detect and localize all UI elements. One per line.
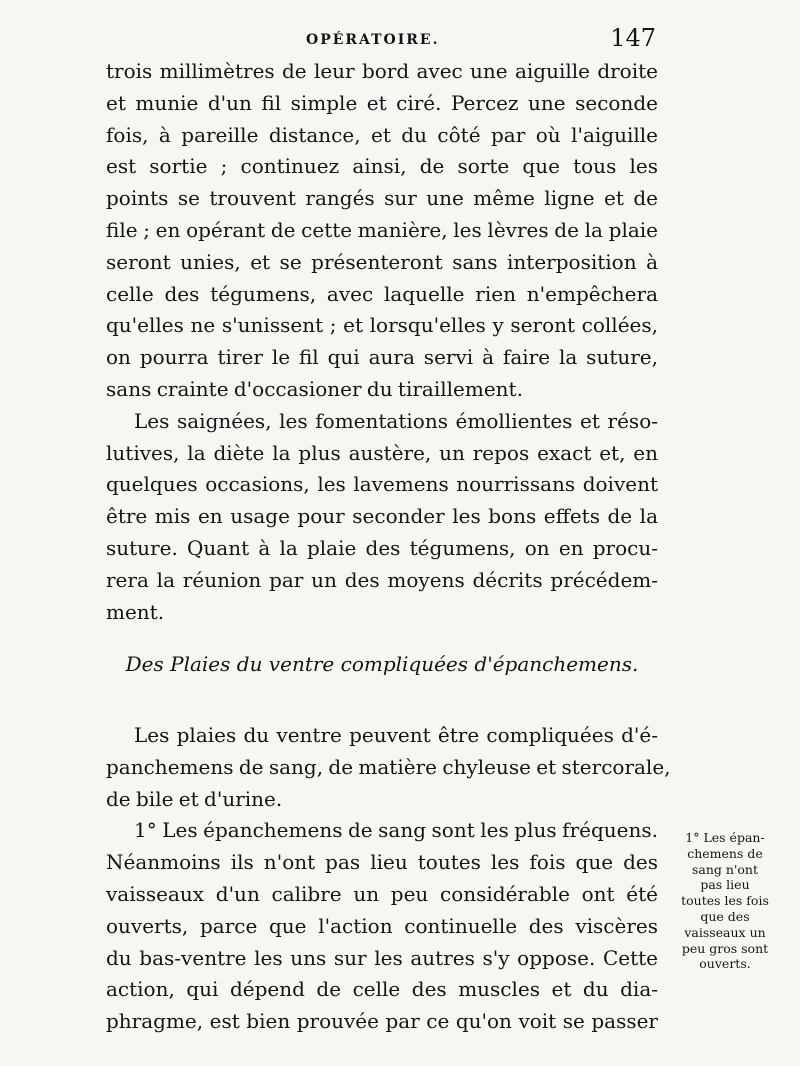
text-line: action, qui dépend de celle des muscles et du dia-	[106, 977, 658, 1002]
running-head: OPÉRATOIRE.	[306, 32, 440, 48]
body-text-upper	[106, 56, 658, 628]
text-line: rera la réunion par un des moyens décrits précédem-	[106, 567, 658, 592]
body-text-lower	[106, 720, 671, 1038]
marginal-line: chemens de	[687, 845, 763, 861]
text-line: du bas-ventre les uns sur les autres s'y oppose. Cette	[106, 945, 658, 970]
paragraph-4	[106, 815, 658, 1038]
text-line: qu'elles ne s'unissent ; et lorsqu'elles y seront collées,	[106, 313, 658, 338]
text-line: celle des tégumens, avec laquelle rien n'empêchera	[106, 281, 658, 306]
page-header	[106, 24, 656, 56]
paragraph-2	[106, 406, 658, 629]
text-line: lutives, la diète la plus austère, un repos exact et, en	[106, 440, 658, 465]
marginal-line: ouverts.	[699, 956, 751, 972]
text-line: Néanmoins ils n'ont pas lieu toutes les fois que des	[106, 850, 658, 875]
text-line: file ; en opérant de cette manière, les lèvres de la plaie	[106, 217, 658, 242]
text-line: Les plaies du ventre peuvent être compliquées d'é-	[134, 723, 658, 747]
marginal-line: toutes les fois	[681, 893, 769, 909]
marginal-line: peu gros sont	[681, 940, 769, 956]
text-line: trois millimètres de leur bord avec une aiguille droite	[106, 59, 658, 83]
text-line: 1° Les épanchemens de sang sont les plus fréquens.	[134, 818, 658, 843]
page-number: 147	[610, 24, 656, 52]
text-line: phragme, est bien prouvée par ce qu'on voit se passer	[106, 1009, 658, 1034]
text-line: et munie d'un fil simple et ciré. Percez une seconde	[106, 90, 658, 115]
text-line: être mis en usage pour seconder les bons effets de la	[106, 504, 658, 529]
text-line: quelques occasions, les lavemens nourrissans doivent	[106, 472, 658, 497]
text-line: vaisseaux d'un calibre un peu considérable ont été	[106, 881, 658, 906]
paragraph-1	[106, 56, 658, 406]
text-line: de bile et d'urine.	[106, 786, 283, 811]
text-line: on pourra tirer le fil qui aura servi à faire la suture,	[106, 345, 658, 370]
marginal-note	[670, 830, 780, 972]
text-line: points se trouvent rangés sur une même ligne et de	[106, 186, 658, 211]
text-line: ment.	[106, 599, 165, 624]
text-line: Les saignées, les fomentations émollientes et réso-	[134, 408, 658, 433]
text-line: fois, à pareille distance, et du côté par où l'aiguille	[106, 122, 658, 147]
marginal-line: pas lieu	[700, 877, 750, 893]
marginal-line: que des	[700, 908, 750, 924]
marginal-line: vaisseaux un	[684, 924, 766, 940]
marginal-line: sang n'ont	[692, 861, 758, 877]
marginal-line: 1° Les épan-	[685, 830, 765, 845]
text-line: seront unies, et se présenteront sans interposition à	[106, 249, 658, 274]
text-line: suture. Quant à la plaie des tégumens, on en procu-	[106, 535, 658, 560]
text-line: panchemens de sang, de matière chyleuse et stercorale,	[106, 754, 671, 779]
text-line: est sortie ; continuez ainsi, de sorte que tous les	[106, 154, 658, 179]
text-line: ouverts, parce que l'action continuelle des viscères	[106, 913, 658, 938]
paragraph-3	[106, 720, 671, 815]
section-heading: Des Plaies du ventre compliquées d'épanchemens.	[125, 652, 639, 676]
text-line: sans crainte d'occasioner du tiraillement.	[106, 376, 523, 401]
